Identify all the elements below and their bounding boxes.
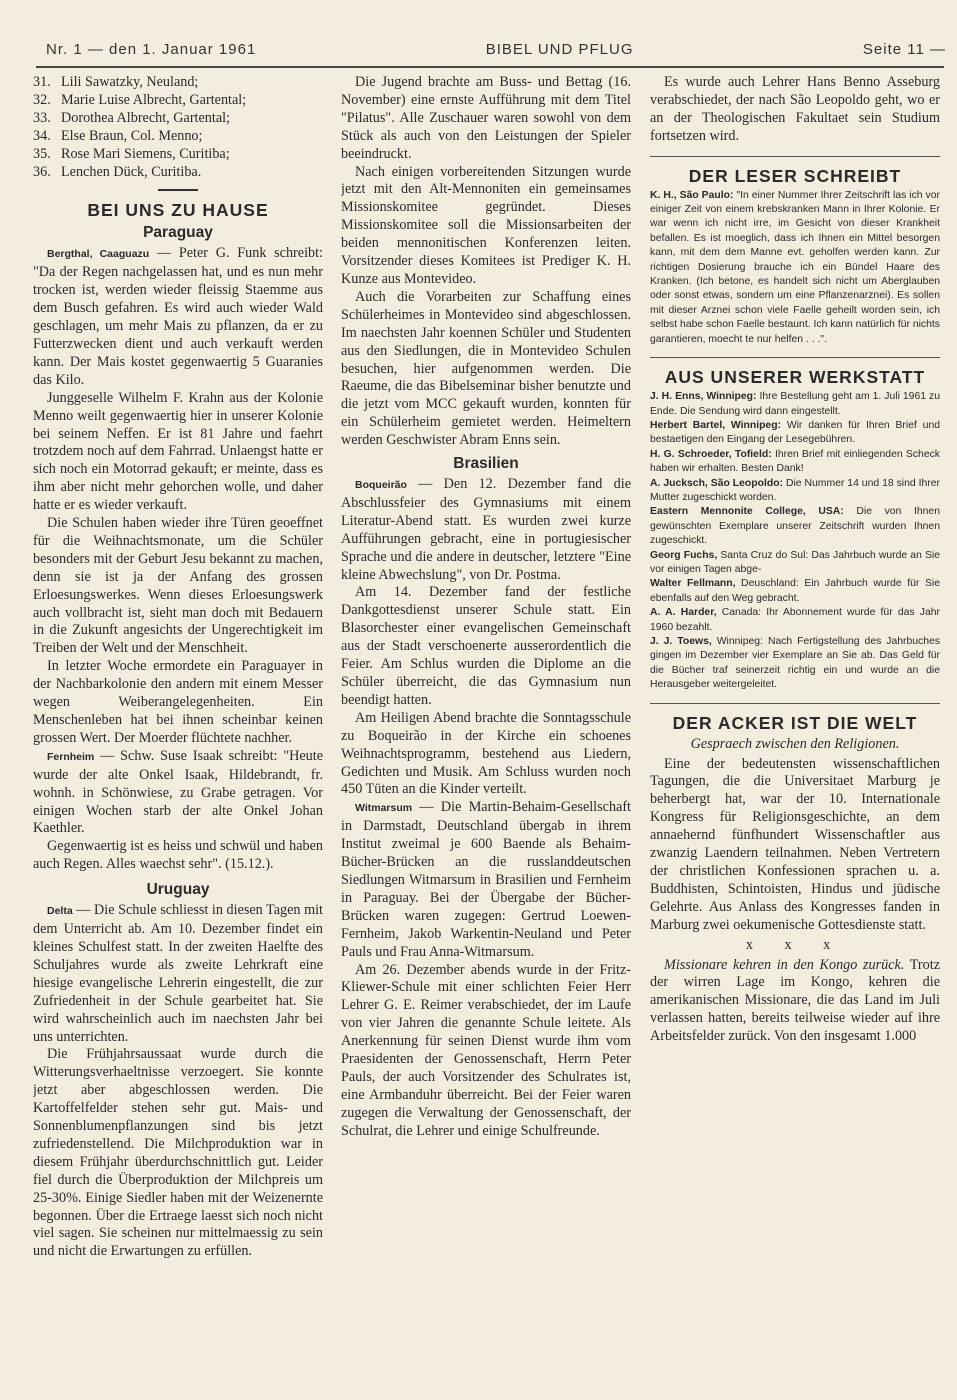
list-item: A. Jucksch, São Leopoldo: Die Nummer 14 und 18 sind Ihrer Mutter zugeschickt worden. — [650, 477, 940, 503]
list-item: J. H. Enns, Winnipeg: Ihre Bestellung geht am 1. Juli 1961 zu Ende. Die Sendung wird dann eingestellt. — [650, 391, 940, 417]
section-title-acker: DER ACKER IST DIE WELT — [672, 712, 918, 733]
list-item: H. G. Schroeder, Tofield: Ihren Brief mit einliegenden Scheck haben wir erhalten. Besten Dank! — [650, 448, 940, 475]
article-paragraph: Missionare kehren in den Kongo zurück. Trotz der wirren Lage im Kongo, kehren die amerikanischen Missionare, die das Land im Juli verlassen hatten, bereits teilweise wieder auf ihre Arbeitsfelder zurück. Von den insgesamt 1.000 — [650, 956, 940, 1045]
article-paragraph: Eine der bedeutensten wissenschaftlichen Tagungen, die die Universitaet Marburg je beherbergt hat, war der 10. Internationale Kongress für Religionsgeschichte, an dem annaehernd fünfhundert Wissenschaftler aus zwanzig Laendern teilnahmen. Neben Vertretern der christlichen Konfessionen sprachen u. a. Buddhisten, Schintoisten, Hindus und jüdische Gelehrte. Aus Anlass des Kongresses fanden in Marburg zwei oekumenische Gottesdienste statt. — [650, 755, 940, 933]
column-3 — [650, 74, 940, 1364]
article-paragraph: Die Frühjahrsaussaat wurde durch die Witterungsverhaeltnisse verzoegert. Sie konnte jetzt aber abgeschlossen werden. Die Kartoffelfelder stehen sehr gut. Mais- und Sonnenblumenpflanzungen sind bis jetzt zufriedenstellend. Die Milchproduktion war in diesem Frühjahr überdurchschnittlich gut. Leider fiel durch die Überproduktion der Milchpreis um 25-30%. Einige Siedler haben mit der Weizenernte begonnen. Über die Ertraege laesst sich noch nicht viel sagen. Sie scheinen nur mittelmaessig zu sein und nicht die Erwartungen zu erfüllen. — [33, 1046, 323, 1260]
article-paragraph: Bergthal, Caaguazu — Peter G. Funk schreibt: "Da der Regen nachgelassen hat, und es nun mehr trocken ist, werden wieder fleissig Staemme aus dem Busch gefahren. Es wird auch wieder Wald geschlagen, um mehr Mais zu pflanzen, da er zu Futterzwecken dient und auch verkauft werden kann. Der Mais kostet gegenwaertig 5 Guaranies das Kilo. — [33, 245, 323, 388]
place-label: Witmarsum — [355, 802, 413, 815]
letter-author: K. H., São Paulo: — [650, 189, 734, 201]
separator-marks: x x x — [745, 936, 845, 953]
divider — [650, 357, 940, 358]
article-paragraph: Die Schulen haben wieder ihre Türen geoeffnet für die Weihnachtsmonate, um die Schüler besonders mit der Geburt Jesu bekannt zu machen, denn sie ist ja der Anfang des grossen Erloesungswerkes. Wenn dieses Erloesungswerk auch vollbracht ist, sieht man doch mit Bedauern in die Zukunft angesichts der Ungerechtigkeit im Treiben der Welt und der Menschheit. — [33, 515, 323, 657]
article-paragraph: Die Jugend brachte am Buss- und Bettag (16. November) eine ernste Aufführung mit dem Titel "Pilatus". Alle Zuschauer waren sowohl von dem Stück als auch von den Leistungen der Spieler beeindruckt. — [341, 74, 631, 162]
list-item: 36. Lenchen Dück, Curitiba. — [33, 163, 202, 180]
article-paragraph: Nach einigen vorbereitenden Sitzungen wurde jetzt mit den Alt-Mennoniten ein gemeinsames Missionskomitee gegründet. Dieses Missionskomitee soll die Missionsarbeiten der beiden mennonitischen Konferenzen leiten. Vorsitzender dieses Komitees ist Prediger K. H. Kunze aus Montevideo. — [341, 163, 631, 287]
heading-brasilien: Brasilien — [453, 455, 519, 473]
article-paragraph: Am Heiligen Abend brachte die Sonntagsschule zu Boqueirão in der Kirche ein schoenes Weihnachtsprogramm, bestehend aus Liedern, Gedichten und Musik. Am Schluss wurden noch 450 Tüten an die Kinder verteilt. — [341, 709, 631, 798]
article-paragraph: Auch die Vorarbeiten zur Schaffung eines Schülerheimes in Montevideo sind abgeschlossen. Im naechsten Jahr koennen Schüler und Studenten aus den Siedlungen, die in Montevideo Schulen besuchen, hier aufgenommen werden. Die Raeume, die das Bibelseminar bisher benutzte und die jetzt vom MCC gekauft wurden, konnten für ein Schülerheim gemietet werden. Heimeltern werden Geschwister Abram Enns sein. — [341, 288, 631, 449]
article-paragraph: Am 14. Dezember fand der festliche Dankgottesdienst unserer Schule statt. Ein Blasorchester einer evangelischen Gemeinschaft aus der Stadt verschoenerte ausserordentlich die Feier. Am Schlus wurden die Diplome an die Schüler überreicht, die das Gymnasium nun beendigt hatten. — [341, 584, 631, 708]
place-label: Boqueirão — [355, 479, 407, 492]
divider — [158, 189, 198, 191]
place-label: Fernheim — [47, 750, 95, 763]
list-item: Walter Fellmann, Deuschland: Ein Jahrbuch wurde für Sie ebenfalls auf den Weg gebracht. — [650, 578, 940, 604]
list-item: 33. Dorothea Albrecht, Gartental; — [33, 109, 231, 126]
list-item: 35. Rose Mari Siemens, Curitiba; — [33, 145, 230, 162]
workshop-notes — [650, 390, 940, 693]
article-paragraph: Witmarsum — Die Martin-Behaim-Gesellschaft in Darmstadt, Deutschland übergab in ihrem Institut zweimal je 600 Baende als Behaim-Bücher-Brücken an die russlanddeutschen Siedlungen Witmarsum in Brasilien und Fernheim in Paraguay. Bei der Übergabe der Bücher-Brücken waren zugegen: Gertrud Loewen-Fernheim, Jakob Warkentin-Neuland und Peter Pauls und Frau Anna-Witmarsum. — [341, 799, 631, 960]
place-label: Delta — [47, 905, 73, 918]
list-item: J. J. Toews, Winnipeg: Nach Fertigstellung des Jahrbuches gingen im Dezember vier Exemplare an Sie ab. Das Geld für die Bücher traf seinerzeit richtig ein und wurde an die Herausgeber weitergeleitet. — [650, 636, 940, 691]
list-item: Eastern Mennonite College, USA: Die von Ihnen gewünschten Exemplare unserer Zeitschrift wurden Ihnen zugeschickt. — [650, 506, 940, 547]
page-header — [46, 34, 946, 64]
section-subtitle: Gespraech zwischen den Religionen. — [690, 735, 900, 752]
article-paragraph: Am 26. Dezember abends wurde in der Fritz-Kliewer-Schule mit einer schlichten Feier Herr Lehrer G. E. Reimer verabschiedet, der im Laufe von vier Jahren die genannte Schule leitete. Als Anerkennung für seinen Dienst wurde ihm vom Praesidenten der Genossenschaft, Herrn Peter Pauls, der auch Vorsitzender des Schulrates ist, eine Armbanduhr überreicht. Bei der Feier waren zugegen die Verwaltung der Genossenschaft, der Schulrat, die Lehrer und einige Schulfreunde. — [341, 961, 631, 1139]
divider — [650, 156, 940, 157]
divider — [650, 703, 940, 704]
section-title-bei-uns: BEI UNS ZU HAUSE — [87, 200, 269, 221]
header-rule — [36, 66, 944, 68]
list-item: A. A. Harder, Canada: Ihr Abonnement wurde für das Jahr 1960 bezahlt. — [650, 607, 940, 633]
article-paragraph: Fernheim — Schw. Suse Isaak schreibt: "Heute wurde der alte Onkel Isaak, Hildebrandt, fr. wohnh. in Schönwiese, zu Grabe getragen. Vor einigen Wochen starb der alte Onkel Johan Kaethler. — [33, 747, 323, 837]
section-title-werkstatt: AUS UNSERER WERKSTATT — [664, 367, 926, 388]
list-item: 31. Lili Sawatzky, Neuland; — [33, 74, 199, 90]
reader-letter: K. H., São Paulo: "In einer Nummer Ihrer Zeitschrift las ich vor einiger Zeit von einem krebskranken Mann in Ihrer Kolonie. Er war wenn ich nicht irre, im Gesicht von dieser Krankheit befallen. Es ist moeglich, dass ich Ihnen ein Mittel besorgen kann, mit dem dem Manne evt. geholfen werden kann. Zur richtigen Dosierung brauche ich ein Bündel Haare des Kranken. (Ich betone, es handelt sich nicht um Aberglauben oder sonst etwas, sondern um eine Pflanzenarznei). Es sollen mit dieser Arznei schon viele Faelle geheilt worden sein, ich selbst habe schon Faelle bestaunt. Ich kann natürlich für nichts garantieren, moecht te nur helfen . . .". — [650, 189, 940, 345]
heading-paraguay: Paraguay — [143, 224, 213, 242]
column-2 — [341, 74, 631, 1364]
list-item: Herbert Bartel, Winnipeg: Wir danken für Ihren Brief und bestaetigen den Eingang der Lesegebühren. — [650, 419, 940, 446]
section-title-leser: DER LESER SCHREIBT — [688, 165, 902, 186]
article-paragraph: Delta — Die Schule schliesst in diesen Tagen mit dem Unterricht ab. Am 10. Dezember findet ein kleines Schulfest statt. In der zweiten Haelfte des Schuljahres wurde als zweite Lehrkraft eine hiesige evangelische Lehrerin eingestellt, die zur Zufriedenheit in der Schule gearbeitet hat. Sie wird wahrscheinlich auch im naechsten Jahr bei uns unterrichten. — [33, 902, 323, 1045]
list-item: Georg Fuchs, Santa Cruz do Sul: Das Jahrbuch wurde an Sie vor einigen Tagen abge- — [650, 549, 940, 575]
place-label: Bergthal, Caaguazu — [47, 248, 150, 261]
article-paragraph: Es wurde auch Lehrer Hans Benno Asseburg verabschiedet, der nach São Leopoldo geht, wo er an der Theologischen Fakultaet sein Studium fortsetzen wird. — [650, 74, 940, 144]
article-paragraph: Junggeselle Wilhelm F. Krahn aus der Kolonie Menno weilt gegenwaertig hier in unserer Kolonie bei seinem Neffen. Er ist 81 Jahre und faehrt trotzdem noch auf dem Fahrrad. Unlaengst hatte er sich noch ein Motorrad gekauft; er meinte, dass es ihm aber nicht mehr gehorchen wolle, und daher hatte er es wieder verkauft. — [33, 389, 323, 514]
publication-title: BIBEL UND PFLUG — [485, 40, 634, 58]
issue-date: Nr. 1 — den 1. Januar 1961 — [46, 40, 257, 58]
heading-uruguay: Uruguay — [146, 881, 210, 899]
article-paragraph: Gegenwaertig ist es heiss und schwül und haben auch Regen. Alles waechst sehr". (15.12.). — [33, 838, 323, 873]
italic-lead: Missionare kehren in den Kongo zurück. — [664, 956, 905, 973]
article-paragraph: In letzter Woche ermordete ein Paraguayer in der Nachbarkolonie den andern mit einem Messer wegen Weiberangelegenheiten. Ein Menschenleben hat bei ihnen scheinbar keinen grossen Wert. Der Moerder flüchtete nachher. — [33, 658, 323, 746]
article-paragraph: Boqueirão — Den 12. Dezember fand die Abschlussfeier des Gymnasiums mit einem Literatur-Abend statt. Es wurden zwei kurze Aufführungen gebracht, eine in portugiesischer Sprache und die andere in deutscher, letztere "Eine kleine Abwechslung", von Dr. Postma. — [341, 476, 631, 583]
column-1 — [33, 74, 323, 1364]
list-item: 32. Marie Luise Albrecht, Gartental; — [33, 91, 247, 108]
page-number: Seite 11 — — [862, 40, 946, 58]
list-item: 34. Else Braun, Col. Menno; — [33, 127, 203, 144]
name-list — [33, 74, 323, 181]
